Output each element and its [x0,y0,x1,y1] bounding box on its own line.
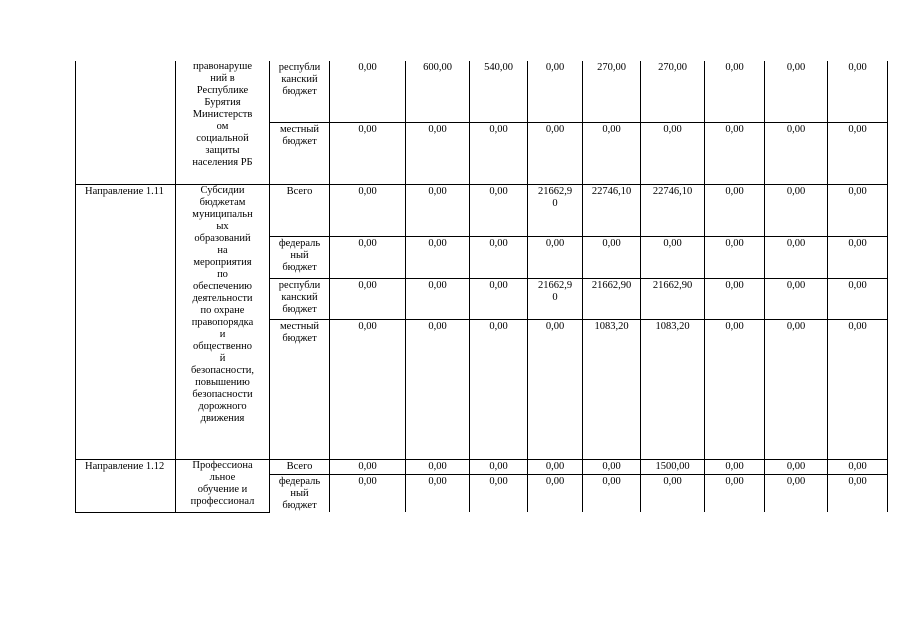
value-cell: 0,00 [641,474,705,512]
value-cell: 0,00 [330,459,406,474]
value-cell: 0,00 [330,184,406,236]
value-cell: 0,00 [406,319,470,459]
value-cell: 0,00 [705,319,765,459]
description-cell: правонаруше ний в Республике Бурятия Министерств ом социальной защиты населения РБ [176,61,270,184]
table-row [76,459,888,474]
value-cell: 0,00 [528,474,583,512]
value-cell: 21662,90 [641,278,705,319]
value-cell: 0,00 [528,236,583,278]
table-row [76,184,888,236]
value-cell: 0,00 [828,184,888,236]
value-cell: 0,00 [705,122,765,184]
description-cell: Субсидии бюджетам муниципальн ых образований на мероприятия по обеспечению деятельности по охране правопорядка и общественно й безопасности, повышению безопасности дорожного движения [176,184,270,459]
value-cell: 0,00 [765,61,828,122]
value-cell: 0,00 [406,278,470,319]
value-cell: 0,00 [470,278,528,319]
value-cell: 270,00 [583,61,641,122]
value-cell: 0,00 [765,236,828,278]
value-cell: 600,00 [406,61,470,122]
value-cell: 0,00 [828,61,888,122]
value-cell: 0,00 [828,474,888,512]
value-cell: 0,00 [828,319,888,459]
funding-source-cell: федераль ный бюджет [270,236,330,278]
table-row [76,61,888,122]
value-cell: 270,00 [641,61,705,122]
funding-source-cell: Всего [270,184,330,236]
value-cell: 0,00 [765,319,828,459]
value-cell: 0,00 [406,474,470,512]
description-cell: Профессиона льное обучение и профессионал [176,459,270,512]
value-cell: 0,00 [406,184,470,236]
funding-source-cell: местный бюджет [270,319,330,459]
value-cell: 0,00 [765,474,828,512]
funding-source-cell: республи канский бюджет [270,278,330,319]
value-cell: 0,00 [330,236,406,278]
value-cell: 0,00 [583,459,641,474]
value-cell: 0,00 [470,122,528,184]
value-cell: 0,00 [330,319,406,459]
value-cell: 0,00 [705,474,765,512]
value-cell: 1083,20 [583,319,641,459]
value-cell: 0,00 [828,278,888,319]
value-cell: 0,00 [705,278,765,319]
value-cell: 21662,9 0 [528,278,583,319]
value-cell: 21662,9 0 [528,184,583,236]
value-cell: 0,00 [406,122,470,184]
value-cell: 0,00 [330,122,406,184]
value-cell: 0,00 [641,236,705,278]
value-cell: 0,00 [406,236,470,278]
value-cell: 0,00 [470,459,528,474]
value-cell: 0,00 [765,184,828,236]
value-cell: 0,00 [406,459,470,474]
value-cell: 0,00 [583,474,641,512]
value-cell: 0,00 [641,122,705,184]
value-cell: 0,00 [765,278,828,319]
value-cell: 0,00 [528,459,583,474]
value-cell: 0,00 [470,184,528,236]
funding-source-cell: республи канский бюджет [270,61,330,122]
budget-table [75,61,888,513]
funding-source-cell: местный бюджет [270,122,330,184]
value-cell: 0,00 [765,122,828,184]
value-cell: 0,00 [583,236,641,278]
value-cell: 1500,00 [641,459,705,474]
value-cell: 0,00 [828,459,888,474]
direction-cell: Направление 1.11 [76,184,176,459]
value-cell: 0,00 [705,184,765,236]
value-cell: 22746,10 [583,184,641,236]
value-cell: 0,00 [828,122,888,184]
funding-source-cell: федераль ный бюджет [270,474,330,512]
value-cell: 0,00 [470,236,528,278]
direction-cell [76,61,176,184]
value-cell: 1083,20 [641,319,705,459]
value-cell: 540,00 [470,61,528,122]
value-cell: 0,00 [705,236,765,278]
value-cell: 0,00 [528,319,583,459]
value-cell: 0,00 [470,474,528,512]
value-cell: 0,00 [705,459,765,474]
funding-source-cell: Всего [270,459,330,474]
direction-cell: Направление 1.12 [76,459,176,512]
value-cell: 21662,90 [583,278,641,319]
value-cell: 0,00 [528,122,583,184]
value-cell: 0,00 [828,236,888,278]
value-cell: 0,00 [470,319,528,459]
value-cell: 0,00 [330,61,406,122]
value-cell: 0,00 [528,61,583,122]
value-cell: 0,00 [330,474,406,512]
value-cell: 22746,10 [641,184,705,236]
value-cell: 0,00 [330,278,406,319]
value-cell: 0,00 [583,122,641,184]
value-cell: 0,00 [705,61,765,122]
value-cell: 0,00 [765,459,828,474]
